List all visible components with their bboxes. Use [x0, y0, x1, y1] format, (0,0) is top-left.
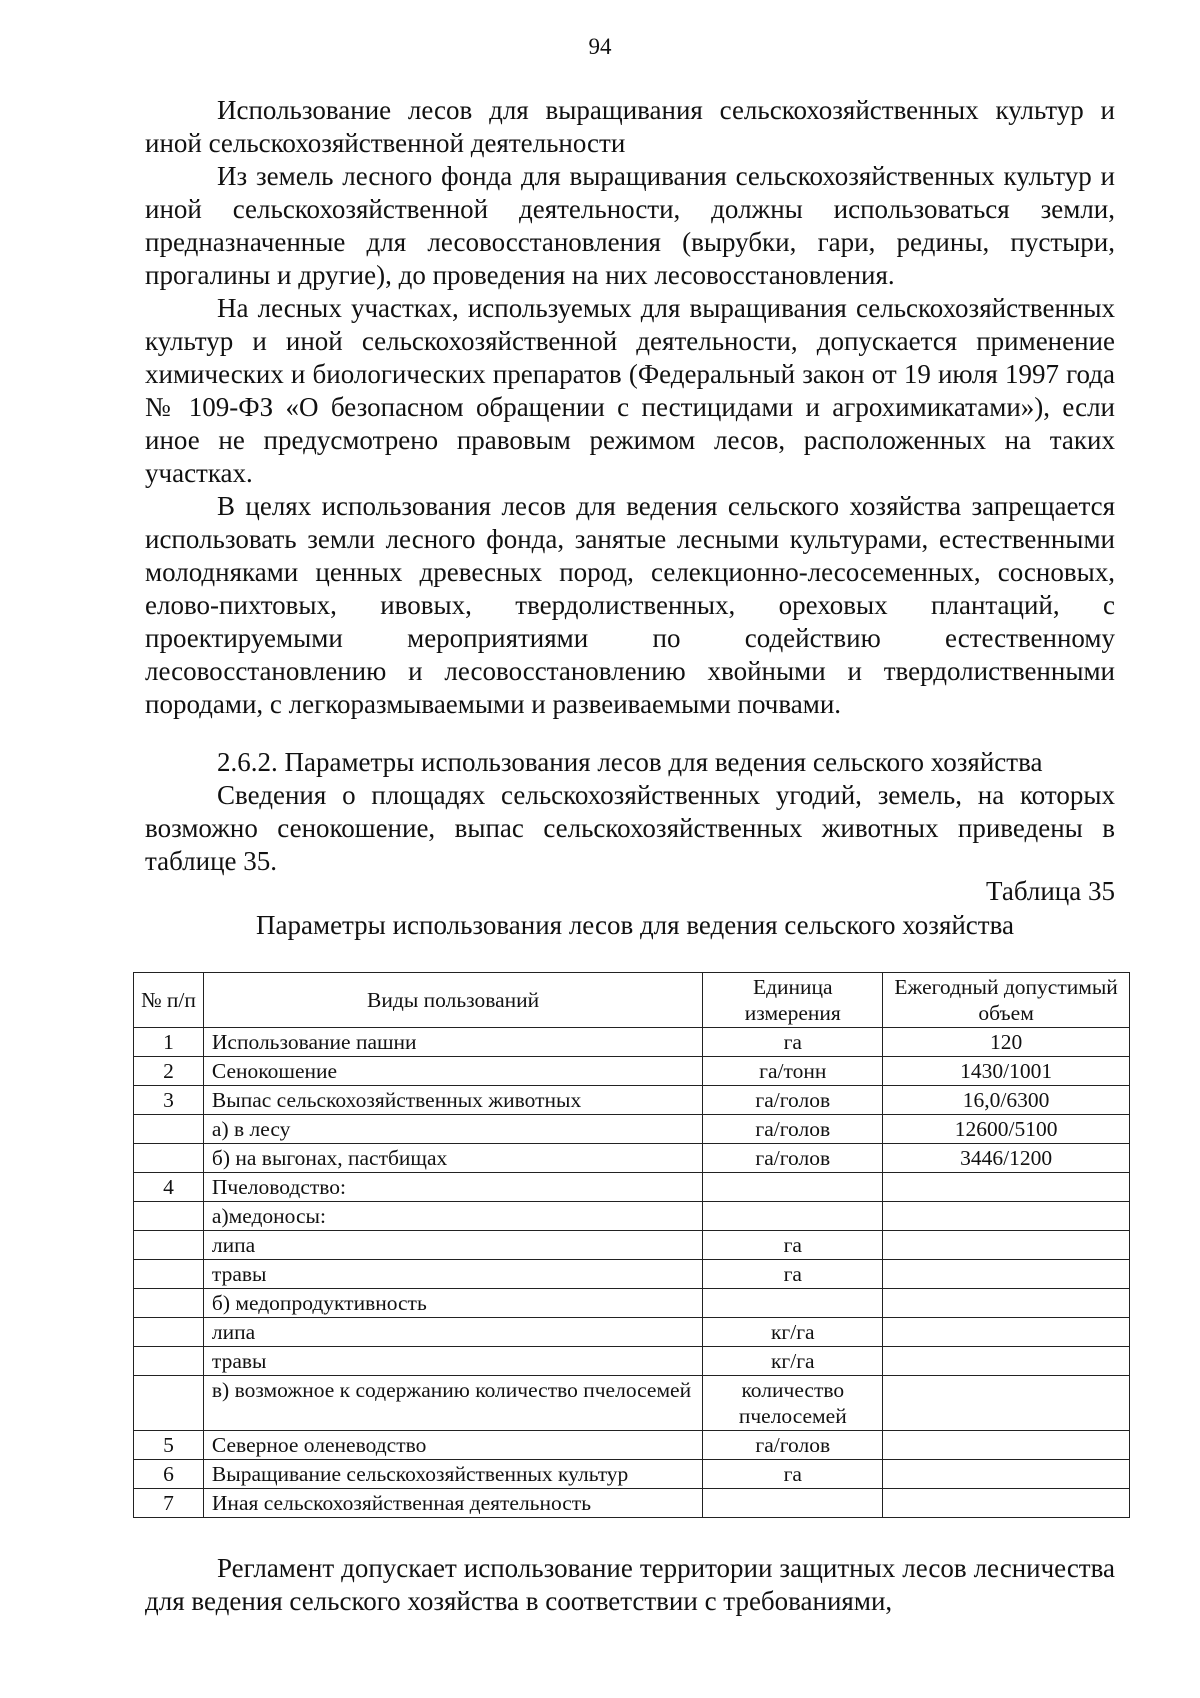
cell-unit: га	[703, 1460, 883, 1489]
intro-paragraph-prohibition: В целях использования лесов для ведения сельского хозяйства запрещается использовать земли лесного фонда, занятые лесными культурами, естественными молодняками ценных древесных пород, селекционно-лесосеменных, сосновых, елово-пихтовых, ивовых, твердолиственных, ореховых плантаций, с проектируемыми мероприятиями по содействию естественному лесовосстановлению и лесовосстановлению хвойными и твердолиственными породами, с легкоразмываемыми и развеиваемыми почвами.	[145, 491, 1115, 719]
table-row	[134, 1057, 1130, 1086]
table-row	[134, 1460, 1130, 1489]
table-row	[134, 1289, 1130, 1318]
section-paragraph: Сведения о площадях сельскохозяйственных угодий, земель, на которых возможно сенокошение, выпас сельскохозяйственных животных приведены в таблице 35.	[145, 780, 1115, 876]
cell-num: 3	[134, 1086, 204, 1115]
cell-num: 2	[134, 1057, 204, 1086]
cell-num	[134, 1115, 204, 1144]
cell-unit	[703, 1202, 883, 1231]
section-text	[145, 746, 1115, 878]
table-row	[134, 1202, 1130, 1231]
cell-volume: 120	[883, 1028, 1130, 1057]
cell-num	[134, 1260, 204, 1289]
intro-text	[145, 94, 1115, 721]
cell-kind: Северное оленеводство	[203, 1431, 702, 1460]
cell-volume	[883, 1347, 1130, 1376]
cell-kind: а)медоносы:	[203, 1202, 702, 1231]
cell-unit: га/голов	[703, 1431, 883, 1460]
cell-num: 6	[134, 1460, 204, 1489]
cell-volume: 16,0/6300	[883, 1086, 1130, 1115]
cell-num	[134, 1202, 204, 1231]
cell-unit: га/тонн	[703, 1057, 883, 1086]
cell-num: 5	[134, 1431, 204, 1460]
cell-num	[134, 1231, 204, 1260]
cell-kind: липа	[203, 1318, 702, 1347]
table-title: Параметры использования лесов для ведения сельского хозяйства	[256, 910, 1014, 940]
cell-unit: га	[703, 1028, 883, 1057]
cell-kind: травы	[203, 1260, 702, 1289]
cell-kind: Использование пашни	[203, 1028, 702, 1057]
cell-unit: га/голов	[703, 1086, 883, 1115]
table-row	[134, 1347, 1130, 1376]
cell-num: 7	[134, 1489, 204, 1518]
intro-paragraph-lands: Из земель лесного фонда для выращивания сельскохозяйственных культур и иной сельскохозяйственной деятельности, должны использоваться земли, предназначенные для лесовосстановления (вырубки, гари, редины, пустыри, прогалины и другие), до проведения на них лесовосстановления.	[145, 161, 1115, 290]
cell-unit: га/голов	[703, 1115, 883, 1144]
cell-unit: кг/га	[703, 1318, 883, 1347]
page-number: 94	[588, 34, 612, 59]
table-row	[134, 1086, 1130, 1115]
cell-volume	[883, 1202, 1130, 1231]
cell-volume	[883, 1289, 1130, 1318]
header-kind: Виды пользований	[203, 973, 702, 1028]
cell-volume: 1430/1001	[883, 1057, 1130, 1086]
parameters-table	[133, 972, 1130, 1518]
cell-kind: Выращивание сельскохозяйственных культур	[203, 1460, 702, 1489]
cell-num: 1	[134, 1028, 204, 1057]
cell-volume	[883, 1460, 1130, 1489]
cell-kind: б) медопродуктивность	[203, 1289, 702, 1318]
table-row	[134, 1144, 1130, 1173]
cell-num: 4	[134, 1173, 204, 1202]
table-row	[134, 1489, 1130, 1518]
cell-num	[134, 1144, 204, 1173]
table-row	[134, 1231, 1130, 1260]
section-heading: 2.6.2. Параметры использования лесов для ведения сельского хозяйства	[217, 747, 1043, 777]
cell-unit	[703, 1173, 883, 1202]
cell-num	[134, 1289, 204, 1318]
cell-kind: травы	[203, 1347, 702, 1376]
intro-paragraph-chemicals: На лесных участках, используемых для выращивания сельскохозяйственных культур и иной сельскохозяйственной деятельности, допускается применение химических и биологических препаратов (Федеральный закон от 19 июля 1997 года № 109-ФЗ «О безопасном обращении с пестицидами и агрохимикатами»), если иное не предусмотрено правовым режимом лесов, расположенных на таких участках.	[145, 293, 1115, 488]
table-body	[134, 1028, 1130, 1518]
cell-volume	[883, 1431, 1130, 1460]
table-row	[134, 1260, 1130, 1289]
cell-kind: Выпас сельскохозяйственных животных	[203, 1086, 702, 1115]
cell-volume	[883, 1318, 1130, 1347]
cell-kind: липа	[203, 1231, 702, 1260]
header-volume: Ежегодный допустимый объем	[883, 973, 1130, 1028]
cell-unit: га	[703, 1231, 883, 1260]
cell-kind: Пчеловодство:	[203, 1173, 702, 1202]
cell-unit	[703, 1289, 883, 1318]
cell-volume	[883, 1173, 1130, 1202]
cell-num	[134, 1347, 204, 1376]
cell-unit: кг/га	[703, 1347, 883, 1376]
cell-volume	[883, 1376, 1130, 1431]
table-row	[134, 1318, 1130, 1347]
table-row	[134, 1028, 1130, 1057]
table-row	[134, 1115, 1130, 1144]
cell-kind: а) в лесу	[203, 1115, 702, 1144]
table-label: Таблица 35	[986, 876, 1115, 906]
closing-paragraph: Регламент допускает использование территории защитных лесов лесничества для ведения сельского хозяйства в соответствии с требованиями,	[145, 1553, 1115, 1616]
table-row	[134, 1173, 1130, 1202]
cell-volume	[883, 1489, 1130, 1518]
cell-unit: га	[703, 1260, 883, 1289]
cell-volume: 3446/1200	[883, 1144, 1130, 1173]
table-header-row	[134, 973, 1130, 1028]
cell-volume	[883, 1260, 1130, 1289]
table-row	[134, 1376, 1130, 1431]
table-row	[134, 1431, 1130, 1460]
closing-text	[145, 1552, 1115, 1618]
header-num: № п/п	[134, 973, 204, 1028]
intro-heading-paragraph: Использование лесов для выращивания сельскохозяйственных культур и иной сельскохозяйственной деятельности	[145, 95, 1115, 158]
cell-unit	[703, 1489, 883, 1518]
cell-kind: Сенокошение	[203, 1057, 702, 1086]
header-unit: Единица измерения	[703, 973, 883, 1028]
cell-volume: 12600/5100	[883, 1115, 1130, 1144]
cell-kind: б) на выгонах, пастбищах	[203, 1144, 702, 1173]
cell-kind: Иная сельскохозяйственная деятельность	[203, 1489, 702, 1518]
cell-volume	[883, 1231, 1130, 1260]
cell-kind: в) возможное к содержанию количество пчелосемей	[203, 1376, 702, 1431]
cell-unit: количество пчелосемей	[703, 1376, 883, 1431]
cell-num	[134, 1318, 204, 1347]
cell-num	[134, 1376, 204, 1431]
cell-unit: га/голов	[703, 1144, 883, 1173]
